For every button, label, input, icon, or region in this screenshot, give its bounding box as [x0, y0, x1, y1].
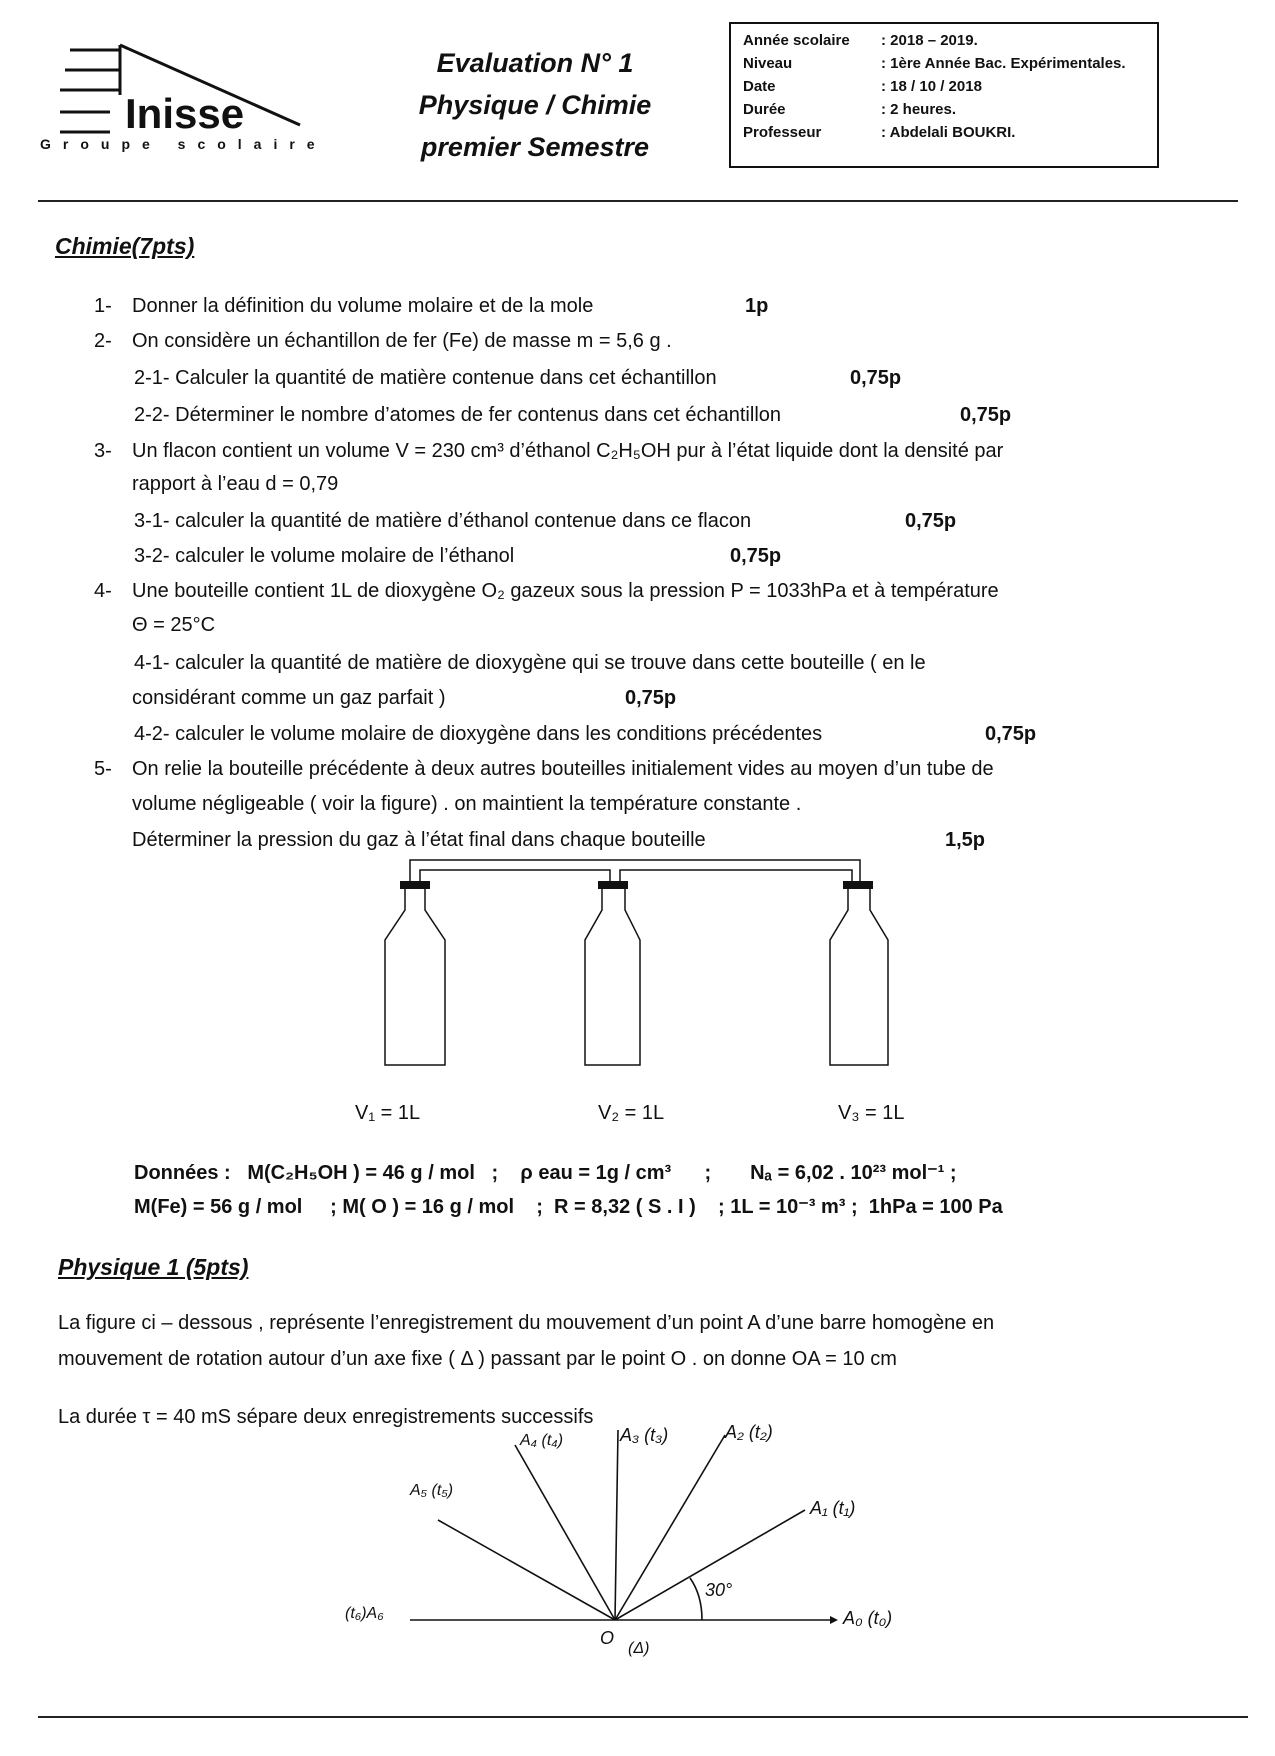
- question-text: 3-2- calculer le volume molaire de l’éthanol: [134, 545, 515, 567]
- info-value: : 2018 – 2019.: [881, 32, 978, 49]
- question-text: 4-2- calculer le volume molaire de dioxygène dans les conditions précédentes: [134, 723, 823, 745]
- info-label: Date: [743, 78, 776, 95]
- points-value: 0,75p: [985, 723, 1037, 745]
- info-value: : Abdelali BOUKRI.: [881, 124, 1016, 141]
- question-number: 4-: [94, 580, 112, 602]
- question-text: volume négligeable ( voir la figure) . on maintient la température constante .: [132, 793, 802, 815]
- chimie-heading: Chimie(7pts): [55, 233, 195, 259]
- points-value: 1,5p: [945, 829, 986, 851]
- question-number: 1-: [94, 295, 112, 317]
- question-text: Donner la définition du volume molaire et de la mole: [132, 295, 594, 317]
- physique-paragraph-2: mouvement de rotation autour d’un axe fixe ( Δ ) passant par le point O . on donne OA = 10 cm: [58, 1348, 897, 1370]
- question-text: Une bouteille contient 1L de dioxygène O₂ gazeux sous la pression P = 1033hPa et à température: [132, 580, 999, 602]
- data-line-2: M(Fe) = 56 g / mol ; M( O ) = 16 g / mol ; R = 8,32 ( S . I ) ; 1L = 10⁻³ m³ ; 1hPa = 100 Pa: [134, 1196, 1003, 1218]
- title-line-3: premier Semestre: [420, 132, 650, 162]
- rotation-diagram: [330, 1420, 893, 1660]
- info-value: : 18 / 10 / 2018: [881, 78, 982, 95]
- label-A0: A₀ (t₀): [843, 1608, 893, 1628]
- question-text: On relie la bouteille précédente à deux autres bouteilles initialement vides au moyen d’un tube de: [132, 758, 994, 780]
- bottle-label-2: V₂ = 1L: [598, 1102, 665, 1124]
- bottle-label-1: V₁ = 1L: [355, 1102, 421, 1124]
- info-label: Année scolaire: [743, 32, 850, 49]
- question-text: 2-1- Calculer la quantité de matière contenue dans cet échantillon: [134, 367, 717, 389]
- points-value: 0,75p: [960, 404, 1012, 426]
- question-number: 5-: [94, 758, 112, 780]
- label-A3: A₃ (t₃): [620, 1425, 669, 1445]
- info-label: Professeur: [743, 124, 822, 141]
- physique-paragraph-1: La figure ci – dessous , représente l’enregistrement du mouvement d’un point A d’une barre homogène en: [58, 1312, 995, 1334]
- question-number: 3-: [94, 440, 112, 462]
- question-text: 4-1- calculer la quantité de matière de dioxygène qui se trouve dans cette bouteille ( en le: [134, 652, 926, 674]
- info-value: : 1ère Année Bac. Expérimentales.: [881, 55, 1126, 72]
- bottle-label-3: V₃ = 1L: [838, 1102, 905, 1124]
- data-line-1: Données : M(C₂H₅OH ) = 46 g / mol ; ρ eau = 1g / cm³ ; Nₐ = 6,02 . 10²³ mol⁻¹ ;: [134, 1162, 957, 1184]
- header-divider: [38, 200, 1238, 202]
- logo-subtitle: Groupe scolaire: [40, 136, 327, 152]
- info-box: [729, 22, 1159, 168]
- label-angle: 30°: [705, 1580, 733, 1600]
- points-value: 1p: [745, 295, 769, 317]
- question-text: On considère un échantillon de fer (Fe) de masse m = 5,6 g .: [132, 330, 672, 352]
- label-A1: A₁ (t₁): [810, 1498, 856, 1518]
- title-line-1: Evaluation N° 1: [436, 48, 634, 78]
- info-label: Niveau: [743, 55, 793, 72]
- label-A6: (t₆)A₆: [345, 1605, 384, 1622]
- points-value: 0,75p: [850, 367, 902, 389]
- footer-divider: [38, 1716, 1248, 1718]
- physique-paragraph-3: La durée τ = 40 mS sépare deux enregistrements successifs: [58, 1406, 594, 1428]
- bottles-figure: [340, 855, 930, 1070]
- logo-name: Inisse: [125, 90, 245, 137]
- label-A5: A₅ (t₅): [410, 1482, 454, 1499]
- title-line-2: Physique / Chimie: [418, 90, 652, 120]
- question-text: Déterminer la pression du gaz à l’état final dans chaque bouteille: [132, 829, 706, 851]
- label-A2: A₂ (t₂): [725, 1422, 773, 1442]
- label-A4: A₄ (t₄): [520, 1432, 564, 1449]
- question-text: 3-1- calculer la quantité de matière d’éthanol contenue dans ce flacon: [134, 510, 752, 532]
- info-value: : 2 heures.: [881, 101, 957, 118]
- question-text: rapport à l’eau d = 0,79: [132, 473, 339, 495]
- points-value: 0,75p: [730, 545, 782, 567]
- school-logo: [40, 40, 330, 155]
- question-text: Θ = 25°C: [132, 614, 216, 636]
- question-text: Un flacon contient un volume V = 230 cm³ d’éthanol C₂H₅OH pur à l’état liquide dont la densité par: [132, 440, 1004, 462]
- points-value: 0,75p: [905, 510, 957, 532]
- question-text: considérant comme un gaz parfait ): [132, 687, 446, 709]
- label-axis: (Δ): [628, 1640, 650, 1657]
- info-label: Durée: [743, 101, 786, 118]
- points-value: 0,75p: [625, 687, 677, 709]
- label-origin: O: [600, 1628, 615, 1648]
- question-text: 2-2- Déterminer le nombre d’atomes de fer contenus dans cet échantillon: [134, 404, 782, 426]
- question-number: 2-: [94, 330, 112, 352]
- physique-heading: Physique 1 (5pts): [58, 1254, 249, 1280]
